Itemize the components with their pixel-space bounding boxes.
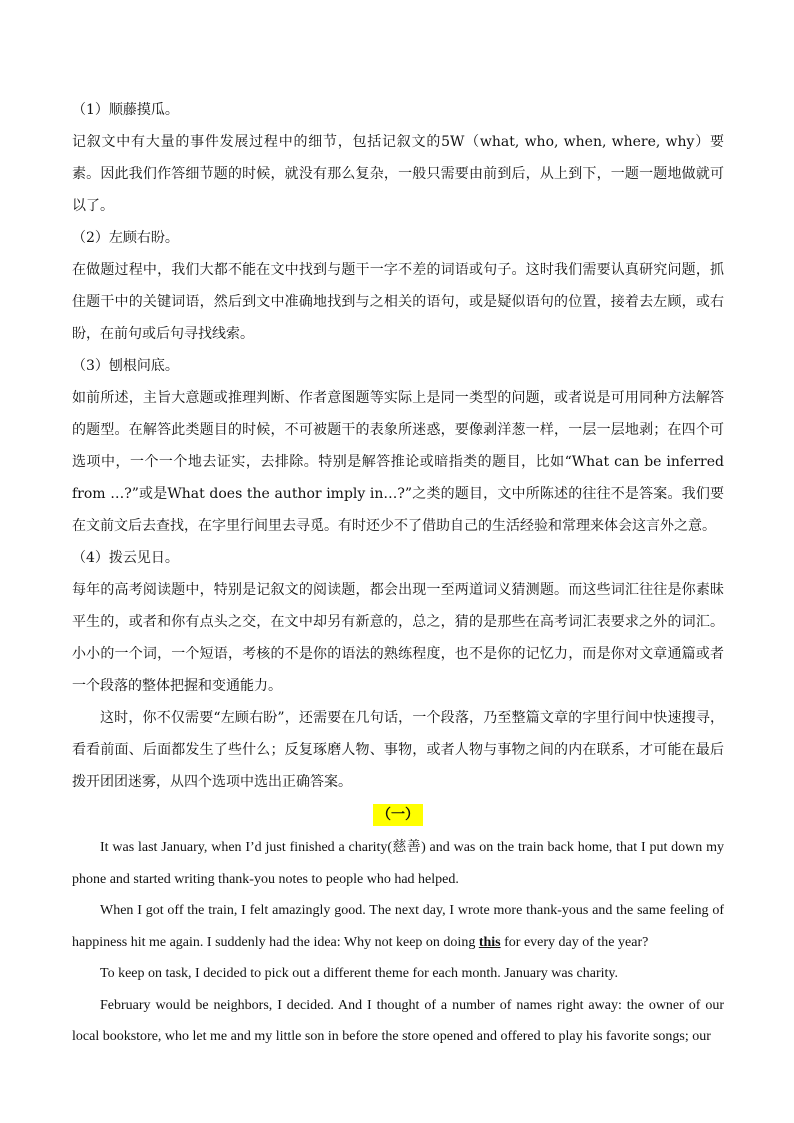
method4-body: 每年的高考阅读题中，特别是记叙文的阅读题，都会出现一至两道词义猜测题。而这些词汇往往是你素昧平生的，或者和你有点头之交，在文中却另有新意的，总之，猜的是那些在高考词汇表要求之外的词汇。小小的一个词，一个短语，考核的不是你的语法的熟练程度，也不是你的记忆力，而是你对文章通篇或者一个段落的整体把握和变通能力。	[72, 582, 724, 694]
underlined-word-this: this	[478, 934, 501, 950]
passage-paragraph-3: To keep on task, I decided to pick out a different theme for each month. January was charity.	[100, 966, 619, 981]
passage-paragraph-2-text-a: When I got off the train, I felt amazingly good. The next day, I wrote more thank-yous and the same feeling of happiness hit me again. I suddenly had the idea: Why not keep on doing	[72, 903, 724, 950]
document-page	[72, 94, 724, 1053]
passage-paragraph-2	[72, 895, 724, 958]
method4-heading: （4）拨云见日。	[72, 550, 179, 566]
method2-body: 在做题过程中，我们大都不能在文中找到与题干一字不差的词语或句子。这时我们需要认真研究问题，抓住题干中的关键词语，然后到文中准确地找到与之相关的语句，或是疑似语句的位置，接着去左顾，或右盼，在前句或后句寻找线索。	[72, 262, 724, 342]
method4-body-2: 这时，你不仅需要“左顾右盼”，还需要在几句话，一个段落，乃至整篇文章的字里行间中快速搜寻，看看前面、后面都发生了些什么；反复琢磨人物、事物，或者人物与事物之间的内在联系，才可能在最后拨开团团迷雾，从四个选项中选出正确答案。	[72, 710, 724, 790]
method3-heading: （3）刨根问底。	[72, 358, 179, 374]
passage-title: （一）	[373, 804, 423, 826]
method3-body: 如前所述，主旨大意题或推理判断、作者意图题等实际上是同一类型的问题，或者说是可用同种方法解答的题型。在解答此类题目的时候，不可被题干的表象所迷惑，要像剥洋葱一样，一层一层地剥；在四个可选项中，一个一个地去证实，去排除。特别是解答推论或暗指类的题目，比如“What can be inferred from …?”或是What does the author imply in…?”之类的题目，文中所陈述的往往不是答案。我们要在文前文后去查找，在字里行间里去寻觅。有时还少不了借助自己的生活经验和常理来体会这言外之意。	[72, 390, 724, 534]
passage-paragraph-1: It was last January, when I’d just finished a charity(慈善) and was on the train back home, that I put down my phone and started writing thank-you notes to people who had helped.	[72, 840, 724, 887]
method1-body: 记叙文中有大量的事件发展过程中的细节，包括记叙文的5W（what, who, when, where, why）要素。因此我们作答细节题的时候，就没有那么复杂，一般只需要由前到后，从上到下，一题一题地做就可以了。	[72, 134, 724, 214]
method2-heading: （2）左顾右盼。	[72, 230, 179, 246]
passage-paragraph-2-text-b: for every day of the year?	[500, 934, 649, 950]
passage-title-wrap	[72, 804, 724, 830]
passage-paragraph-4: February would be neighbors, I decided. And I thought of a number of names right away: the owner of our local bookstore, who let me and my little son in before the store opened and offered to play his favorite songs; our	[72, 997, 724, 1044]
method1-heading: （1）顺藤摸瓜。	[72, 102, 179, 118]
